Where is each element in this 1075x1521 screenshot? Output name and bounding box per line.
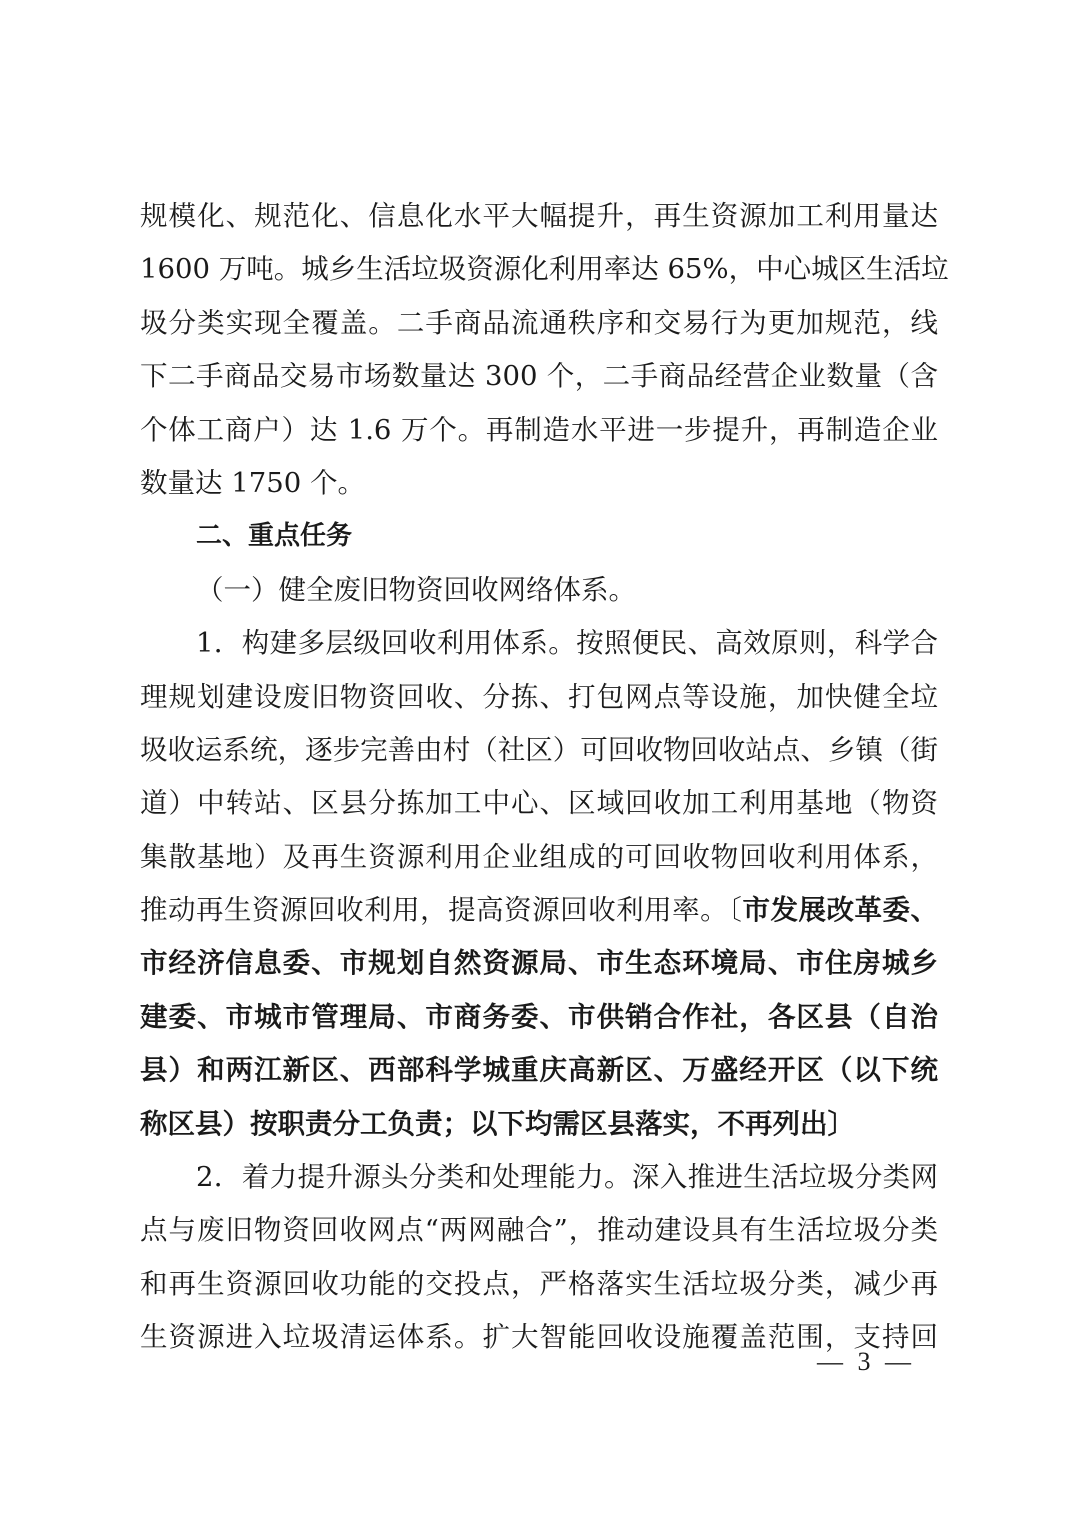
item1-line-mixed [140,884,938,937]
document-page [140,190,949,1365]
paragraph-line: 圾分类实现全覆盖。二手商品流通秩序和交易行为更加规范，线 [140,306,938,339]
item1-line: 1．构建多层级回收利用体系。按照便民、高效原则，科学合 [196,627,938,660]
paragraph-line: 1600 万吨。城乡生活垃圾资源化利用率达 65%，中心城区生活垃 [140,253,949,286]
item1-line: 圾收运系统，逐步完善由村（社区）可回收物回收站点、乡镇（街 [140,733,938,766]
item1-line: 理规划建设废旧物资回收、分拣、打包网点等设施，加快健全垃 [140,680,938,713]
item2-line: 和再生资源回收功能的交投点，严格落实生活垃圾分类，减少再 [140,1267,938,1300]
responsible-depts-line: 建委、市城市管理局、市商务委、市供销合作社，各区县（自治 [140,1000,938,1033]
paragraph-line: 个体工商户）达 1.6 万个。再制造水平进一步提升，再制造企业 [140,413,938,446]
item1-line: 集散基地）及再生资源利用企业组成的可回收物回收利用体系， [140,840,938,873]
paragraph-line: 下二手商品交易市场数量达 300 个，二手商品经营企业数量（含 [140,360,938,393]
responsible-dept: 市发展改革委、 [742,894,939,927]
paragraph-line: 数量达 1750 个。 [140,466,365,499]
responsible-depts-line: 县）和两江新区、西部科学城重庆高新区、万盛经开区（以下统 [140,1054,938,1087]
item1-text: 推动再生资源回收利用，提高资源回收利用率。〔 [140,894,743,927]
paragraph-line: 规模化、规范化、信息化水平大幅提升，再生资源加工利用量达 [140,200,938,232]
item1-line: 道）中转站、区县分拣加工中心、区域回收加工利用基地（物资 [140,787,938,820]
section-heading: 二、重点任务 [196,521,353,552]
responsible-depts-line: 市经济信息委、市规划自然资源局、市生态环境局、市住房城乡 [140,947,938,980]
item2-line: 点与废旧物资回收网点“两网融合”，推动建设具有生活垃圾分类 [140,1214,938,1247]
subsection-heading: （一）健全废旧物资回收网络体系。 [196,573,636,606]
page-number: — 3 — [817,1347,911,1376]
item2-line: 2．着力提升源头分类和处理能力。深入推进生活垃圾分类网 [196,1161,938,1194]
item2-line: 生资源进入垃圾清运体系。扩大智能回收设施覆盖范围，支持回 [140,1321,938,1354]
responsible-depts-line: 称区县）按职责分工负责；以下均需区县落实，不再列出〕 [140,1107,855,1140]
